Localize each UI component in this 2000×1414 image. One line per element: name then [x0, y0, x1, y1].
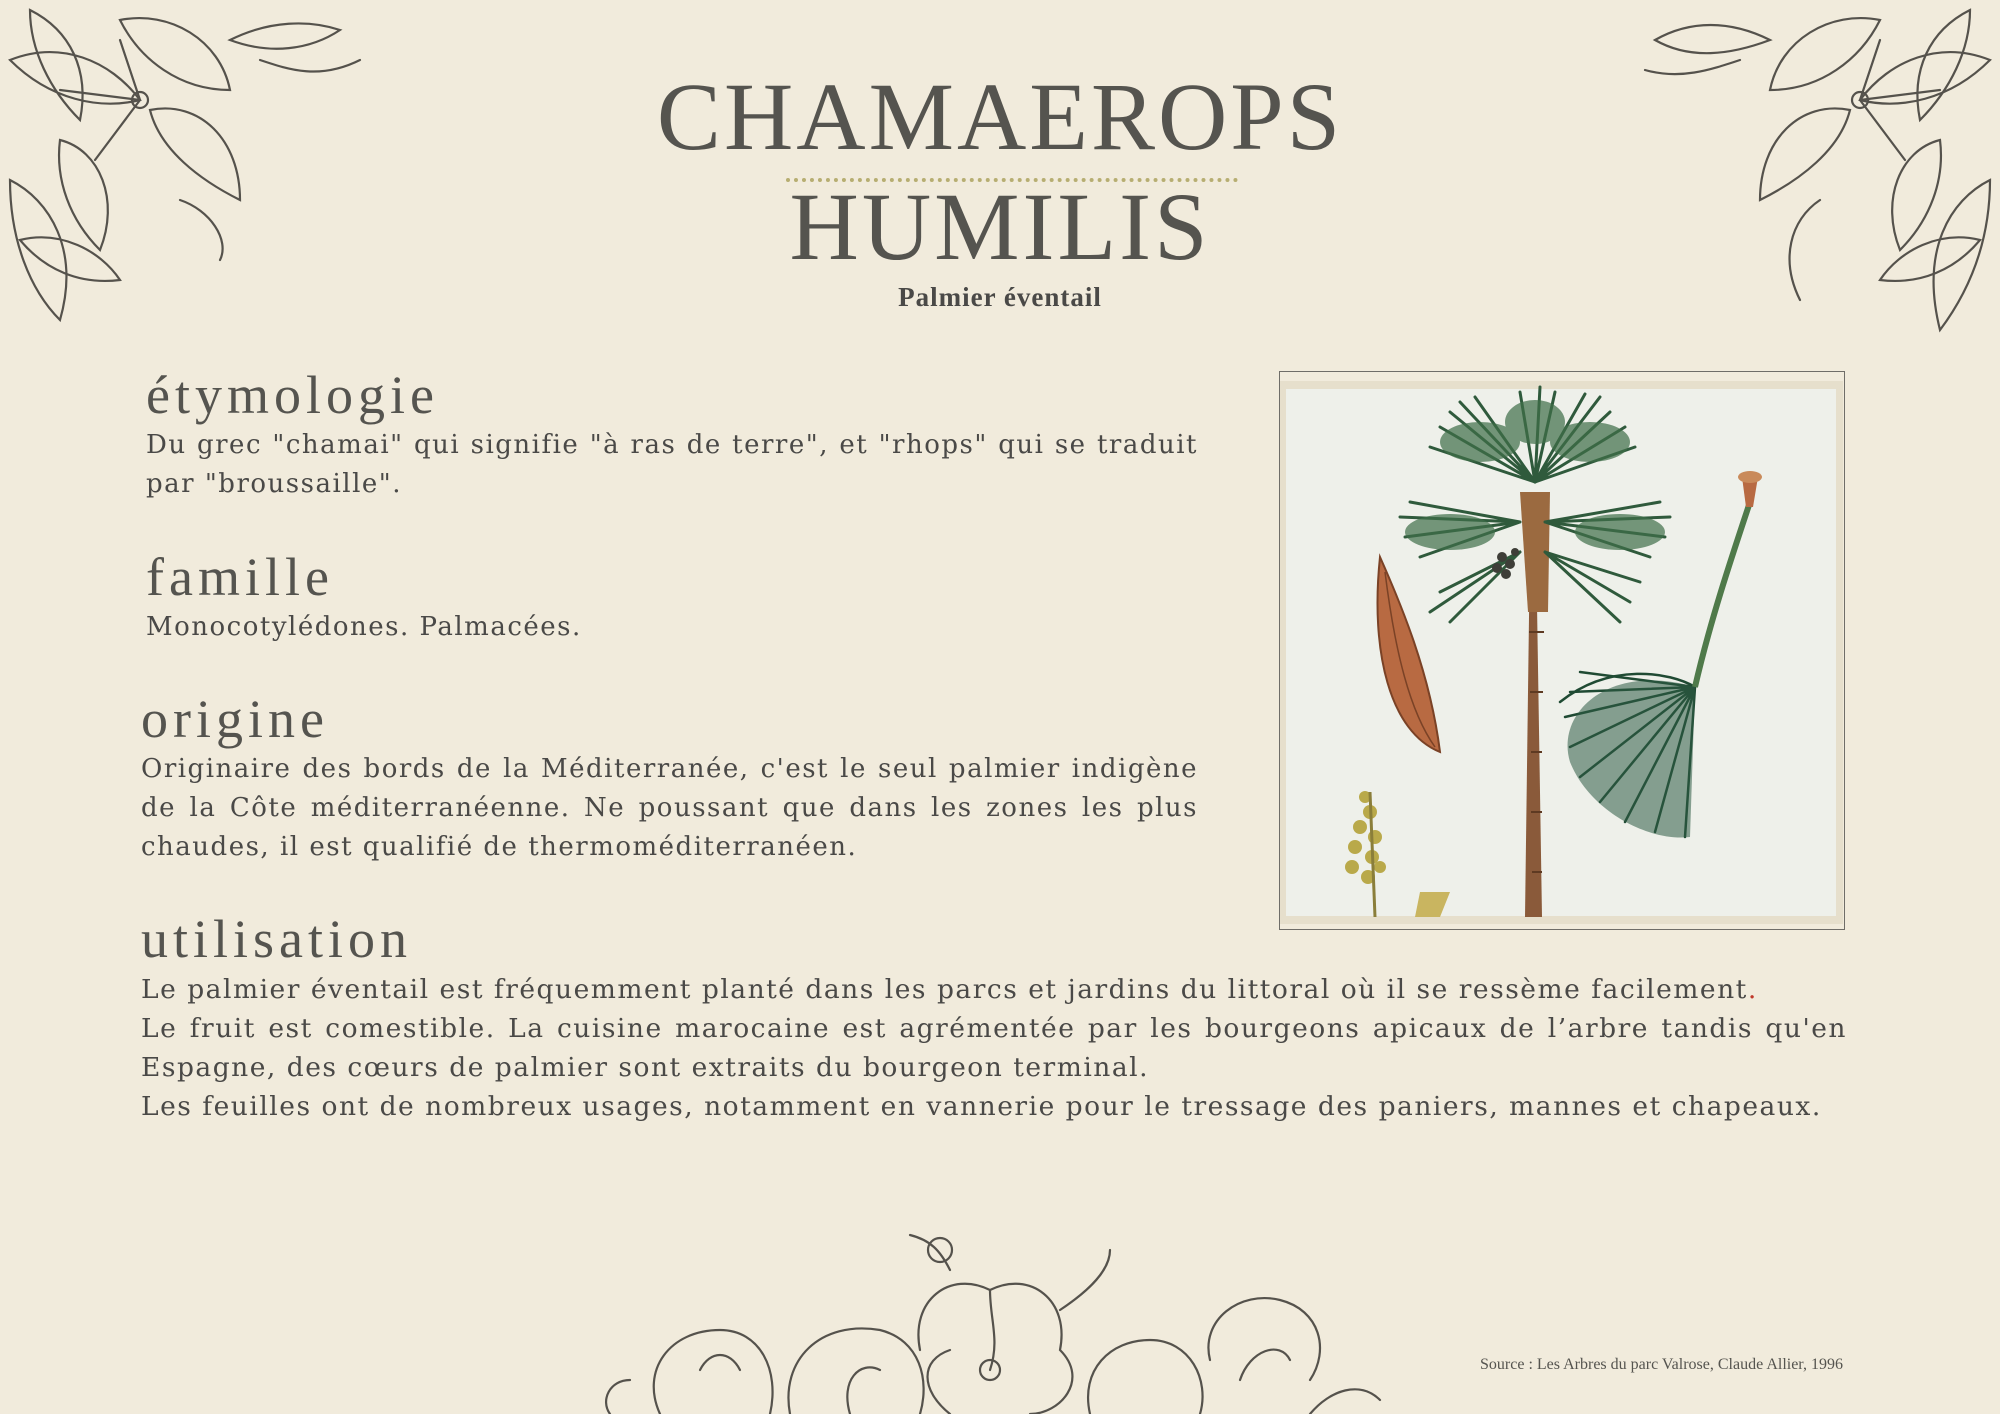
floral-decoration-bottom-icon — [590, 1230, 1390, 1414]
section-text-origine: Originaire des bords de la Méditerranée, c'est le seul palmier indigène de la Côte méditerranéenne. Ne poussant que dans les zones les plus chaudes, il est qualifié de thermoméditerranéen. — [141, 754, 1198, 862]
page-title-line-2: HUMILIS — [789, 173, 1211, 280]
page-title-line-1: CHAMAEROPS — [656, 63, 1344, 170]
section-famille — [146, 548, 1198, 647]
section-etymologie — [146, 366, 1198, 504]
section-heading-etymologie: étymologie — [146, 365, 439, 425]
utilisation-paragraph-3: Les feuilles ont de nombreux usages, notamment en vannerie pour le tressage des paniers, mannes et chapeaux. — [141, 1091, 1822, 1122]
section-text-utilisation — [141, 970, 1847, 1126]
palm-illustration-icon — [1280, 372, 1843, 928]
page-subtitle: Palmier éventail — [898, 282, 1102, 312]
utilisation-paragraph-1-end: . — [1747, 974, 1758, 1005]
utilisation-paragraph-2: Le fruit est comestible. La cuisine marocaine est agrémentée par les bourgeons apicaux de l’arbre tandis qu'en Espagne, des cœurs de palmier sont extraits du bourgeon terminal. — [141, 1013, 1847, 1083]
section-heading-utilisation: utilisation — [141, 909, 412, 969]
utilisation-paragraph-1-text: Le palmier éventail est fréquemment planté dans les parcs et jardins du littoral où il se ressème facilement — [141, 974, 1748, 1005]
section-utilisation — [141, 910, 1847, 1126]
illustration-frame — [1279, 371, 1845, 930]
section-heading-famille: famille — [146, 547, 334, 607]
section-heading-origine: origine — [141, 689, 329, 749]
section-text-etymologie: Du grec "chamai" qui signifie "à ras de terre", et "rhops" qui se traduit par "broussaille". — [146, 430, 1198, 499]
utilisation-paragraph-1 — [141, 970, 1847, 1009]
section-text-famille: Monocotylédones. Palmacées. — [146, 612, 582, 642]
section-origine — [141, 690, 1198, 867]
source-citation: Source : Les Arbres du parc Valrose, Claude Allier, 1996 — [1480, 1356, 1843, 1373]
